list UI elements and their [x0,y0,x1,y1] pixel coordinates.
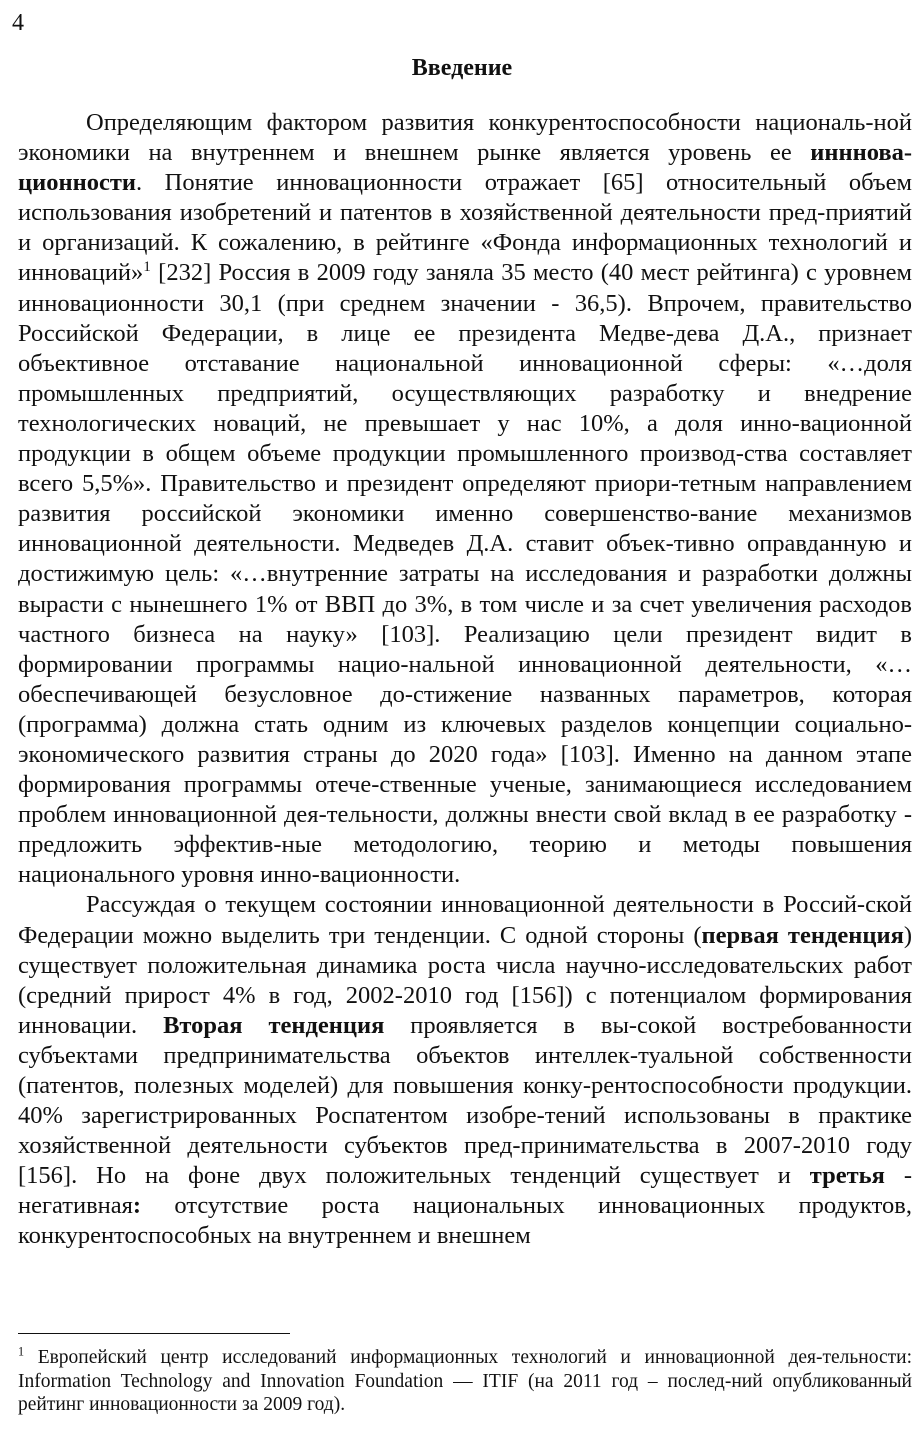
footnote [18,1346,912,1417]
p1-text-d: [232] Россия в 2009 году заняла 35 место (40 мест рейтинга) с уровнем инновационности 30,1 (при среднем значении - 36,5). Впрочем, правительство Российской Федерации, в лице ее президента Медве-дева Д.А., признает объективное отставание национальной инновационной сферы: «…доля промышленных предприятий, осуществляющих разработку и внедрение технологических новаций, не превышает у нас 10%, а доля инно-вационной продукции в общем объеме продукции промышленного производ-ства составляет всего 5,5%». Правительство и президент определяют приори-тетным направлением развития российской экономики именно совершенство-вание механизмов инновационной деятельности. Медведев Д.А. ставит объек-тивно оправданную и достижимую цель: «…внутренние затраты на исследования и разработки должны вырасти с нынешнего 1% от ВВП до 3%, в том числе и за счет увеличения расходов частного бизнеса на науку» [103]. Реализацию цели президент видит в формировании программы нацио-нальной инновационной деятельности, «…обеспечивающей безусловное до-стижение названных параметров, которая (программа) должна стать одним из ключевых разделов концепции социально-экономического развития страны до 2020 года» [103]. Именно на данном этапе формирования программы отече-ственные ученые, занимающиеся исследованием проблем инновационной дея-тельности, должны внести свой вклад в ее разработку - предложить эффектив-ные методологию, теорию и методы повышения национального уровня инно-вационности. [18,259,912,889]
paragraph-2 [18,890,912,1251]
p2-text-c: ) существует положительная динамика роста числа научно-исследовательских работ (средний прирост 4% в год, 2002-2010 год [156]) с потенциалом формирования инновации. [18,921,913,1039]
page-number: 4 [12,10,24,36]
p2-bold-first-trend: первая тенденция [701,921,904,949]
footnote-ref: 1 [143,258,151,276]
p2-text-g: - негативная [18,1162,912,1220]
body-text [18,108,912,1252]
p2-bold-colon: : [132,1192,142,1220]
p2-bold-third: третья [809,1162,885,1190]
p1-bold-innovativeness: инннова-ционности [18,139,912,197]
footnote-text: Европейский центр исследований информационных технологий и инновационной дея-тельности: Information Technology and Innovation Foundation — ITIF (на 2011 год – послед-ний опубликованный рейтинг инновационности за 2009 год). [18,1347,912,1416]
p2-bold-second-trend: Вторая тенденция [163,1011,385,1039]
footnote-mark: 1 [18,1344,25,1359]
footnote-divider [18,1333,290,1334]
section-heading: Введение [411,55,513,81]
p1-text-a: Определяющим фактором развития конкурентоспособности националь-ной экономики на внутреннем и внешнем рынке является уровень ее [18,109,912,167]
p2-text-a: Рассуждая о текущем состоянии инновационной деятельности в Россий-ской Федерации можно выделить три тенденции. С одной стороны ( [18,891,912,949]
p2-text-i: отсутствие роста национальных инновационных продуктов, конкурентоспособных на внутреннем и внешнем [18,1192,912,1250]
paragraph-1 [18,108,912,890]
p1-text-c: . Понятие инновационности отражает [65] относительный объем использования изобретений и патентов в хозяйственной деятельности пред-приятий и организаций. К сожалению, в рейтинге «Фонда информационных технологий и инноваций» [18,169,912,287]
p2-text-e: проявляется в вы-сокой востребованности субъектами предпринимательства объектов интеллек-туальной собственности (патентов, полезных моделей) для повышения конку-рентоспособности продукции. 40% зарегистрированных Роспатентом изобре-тений использованы в практике хозяйственной деятельности субъектов пред-принимательства в 2007-2010 году [156]. Но на фоне двух положительных тенденций существует и [18,1011,912,1190]
